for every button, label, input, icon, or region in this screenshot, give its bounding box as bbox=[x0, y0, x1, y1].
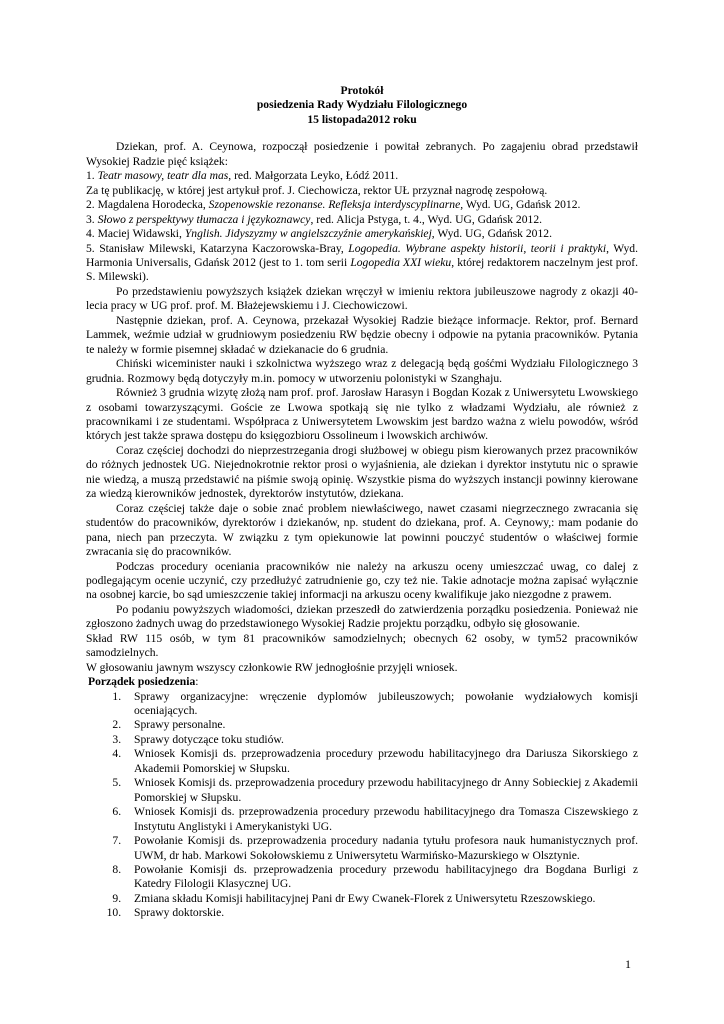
document-page bbox=[86, 84, 638, 921]
book-item: 2. Magdalena Horodecka, Szopenowskie rezonanse. Refleksja interdyscyplinarne, Wyd. UG, Gdańsk 2012. bbox=[86, 198, 581, 212]
document-date: 15 listopada2012 roku bbox=[307, 112, 417, 126]
agenda-item: 8. Powołanie Komisji ds. przeprowadzenia procedury przewodu habilitacyjnego dra Bogdana Burligi z Katedry Filologii Klasycznej UG. bbox=[124, 863, 638, 892]
agenda-item: 4. Wniosek Komisji ds. przeprowadzenia procedury przewodu habilitacyjnego dra Dariusza Sikorskiego z Akademii Pomorskiej w Słupsku. bbox=[124, 747, 638, 776]
body-paragraph: Chiński wiceminister nauki i szkolnictwa wyższego wraz z delegacją będą gośćmi Wydziału Filologicznego 3 grudnia. Rozmowy będą dotyczyły m.in. pomocy w utworzeniu polonistyki w Szanghaju. bbox=[86, 357, 638, 385]
book-item: 3. Słowo z perspektywy tłumacza i językoznawcy, red. Alicja Pstyga, t. 4., Wyd. UG, Gdańsk 2012. bbox=[86, 212, 543, 226]
vote-composition: Skład RW 115 osób, w tym 81 pracowników samodzielnych; obecnych 62 osoby, w tym52 pracowników samodzielnych. bbox=[86, 631, 638, 660]
document-subtitle: posiedzenia Rady Wydziału Filologicznego bbox=[256, 98, 468, 112]
agenda-item: 2. Sprawy personalne. bbox=[124, 718, 638, 732]
body-paragraph: Podczas procedury oceniania pracowników nie należy na arkuszu oceny umieszczać uwag, co dalej z podlegającym ocenie uczynić, czy przedłużyć zatrudnienie go, czy też nie. Takie adnotacje można zapisać wyłącznie na osobnej karcie, bo sąd umieszczenie takiej informacji na arkuszu oceny kwalifikuje jako niezgodne z prawem. bbox=[86, 559, 638, 602]
book-item: 5. Stanisław Milewski, Katarzyna Kaczorowska-Bray, Logopedia. Wybrane aspekty historii, teorii i praktyki, Wyd. Harmonia Universalis, Gdańsk 2012 (jest to 1. tom serii Logopedia XXI wieku, której redaktorem naczelnym jest prof. S. Milewski). bbox=[86, 241, 638, 284]
agenda-item: 1. Sprawy organizacyjne: wręczenie dyplomów jubileuszowych; powołanie wydziałowych komisji oceniających. bbox=[124, 690, 638, 719]
header bbox=[86, 84, 638, 127]
agenda-item: 3. Sprawy dotyczące toku studiów. bbox=[124, 733, 638, 747]
body-paragraph: Po podaniu powyższych wiadomości, dziekan przeszedł do zatwierdzenia porządku posiedzenia. Ponieważ nie zgłoszono żadnych uwag do przedstawionego Wysokiej Radzie projektu porządku, odbyło się głosowanie. bbox=[86, 602, 638, 631]
agenda-item: 6. Wniosek Komisji ds. przeprowadzenia procedury przewodu habilitacyjnego dra Tomasza Ciszewskiego z Instytutu Anglistyki i Amerykanistyki UG. bbox=[124, 805, 638, 834]
page-number: 1 bbox=[625, 957, 631, 971]
agenda-item: 9. Zmiana składu Komisji habilitacyjnej Pani dr Ewy Cwanek-Florek z Uniwersytetu Rzeszowskiego. bbox=[124, 892, 638, 906]
agenda-item: 10. Sprawy doktorskie. bbox=[124, 906, 638, 920]
book-note: Za tę publikację, w której jest artykuł prof. J. Ciechowicza, rektor UŁ przyznał nagrodę zespołową. bbox=[86, 183, 548, 197]
book-item: 1. Teatr masowy, teatr dla mas, red. Małgorzata Leyko, Łódź 2011. bbox=[86, 169, 399, 183]
body-paragraph: Po przedstawieniu powyższych książek dziekan wręczył w imieniu rektora jubileuszowe nagrody z okazji 40-lecia pracy w UG prof. prof. M. Błażejewskiemu i J. Ciechowiczowi. bbox=[86, 284, 638, 313]
agenda-heading: Porządek posiedzenia bbox=[88, 675, 196, 689]
intro-paragraph: Dziekan, prof. A. Ceynowa, rozpoczął posiedzenie i powitał zebranych. Po zagajeniu obrad przedstawił Wysokiej Radzie pięć książek: bbox=[86, 140, 638, 168]
body-paragraph: Coraz częściej dochodzi do nieprzestrzegania drogi służbowej w obiegu pism kierowanych przez pracowników do różnych jednostek UG. Niejednokrotnie rektor prosi o wyjaśnienia, ale dziekan i dyrektor instytutu nic o sprawie nie wiedzą, a muszą przedstawić na piśmie swoją opinię. Wszystkie pisma do wyższych instancji powinny kierowane za wiedzą kierowników jednostek, dyrektorów instytutów, dziekana. bbox=[86, 443, 638, 501]
agenda-list bbox=[86, 690, 638, 921]
book-item: 4. Maciej Widawski, Ynglish. Jidyszyzmy w angielszczyźnie amerykańskiej, Wyd. UG, Gdańsk 2012. bbox=[86, 227, 552, 241]
book-list bbox=[86, 169, 638, 285]
body-paragraph: Następnie dziekan, prof. A. Ceynowa, przekazał Wysokiej Radzie bieżące informacje. Rektor, prof. Bernard Lammek, weźmie udział w grudniowym posiedzeniu RW będzie obecny i odpowie na pytania pracowników. Pytania te należy w formie pisemnej składać w dziekanacie do 6 grudnia. bbox=[86, 313, 638, 356]
vote-result: W głosowaniu jawnym wszyscy członkowie RW jednogłośnie przyjęli wniosek. bbox=[86, 660, 458, 674]
agenda-item: 5. Wniosek Komisji ds. przeprowadzenia procedury przewodu habilitacyjnego dr Anny Sobieckiej z Akademii Pomorskiej w Słupsku. bbox=[124, 776, 638, 805]
body-paragraph: Coraz częściej także daje o sobie znać problem niewłaściwego, nawet czasami niegrzecznego zwracania się studentów do pracowników, dyrektorów i dziekanów, np. student do dziekana, prof. A. Ceynowy,: mam podanie do pana, niech pan przeczyta. W związku z tym opiekunowie lat powinni pouczyć studentów o właściwej formie zwracania się do pracowników. bbox=[86, 501, 638, 559]
agenda-item: 7. Powołanie Komisji ds. przeprowadzenia procedury nadania tytułu profesora nauk humanistycznych prof. UWM, dr hab. Markowi Sokołowskiemu z Uniwersytetu Warmińsko-Mazurskiego w Olsztynie. bbox=[124, 834, 638, 863]
document-title: Protokół bbox=[340, 84, 384, 97]
agenda-heading-line: Porządek posiedzenia: bbox=[88, 675, 199, 689]
body-paragraph: Również 3 grudnia wizytę złożą nam prof. prof. Jarosław Harasyn i Bogdan Kozak z Uniwersytetu Lwowskiego z osobami towarzyszącymi. Goście ze Lwowa spotkają się nie tylko z władzami Wydziału, ale również z pracownikami i ze studentami. Współpraca z Uniwersytetem Lwowskim jest bardzo ważna z wielu powodów, wśród których jest także sprawa dostępu do księgozbioru Ossolineum i lwowskich archiwów. bbox=[86, 386, 638, 443]
